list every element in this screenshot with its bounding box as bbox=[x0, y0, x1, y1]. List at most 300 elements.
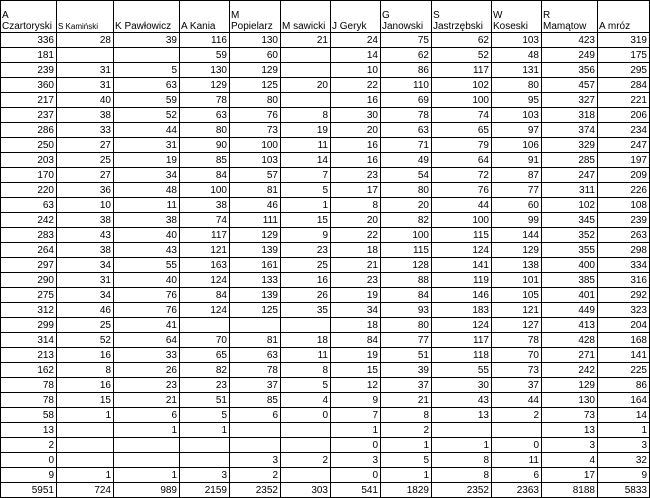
table-cell[interactable]: 316 bbox=[598, 273, 650, 288]
table-cell[interactable]: 102 bbox=[432, 78, 492, 93]
table-cell[interactable]: 1 bbox=[331, 423, 381, 438]
table-cell[interactable]: 138 bbox=[492, 258, 542, 273]
table-cell[interactable]: 141 bbox=[432, 258, 492, 273]
table-cell[interactable]: 40 bbox=[114, 228, 180, 243]
table-cell[interactable]: 103 bbox=[492, 108, 542, 123]
table-cell[interactable]: 111 bbox=[230, 213, 281, 228]
table-cell[interactable]: 38 bbox=[180, 198, 230, 213]
table-cell[interactable]: 400 bbox=[542, 258, 598, 273]
table-cell[interactable]: 128 bbox=[381, 258, 432, 273]
table-cell[interactable]: 1 bbox=[114, 423, 180, 438]
column-header[interactable] bbox=[57, 1, 114, 33]
total-cell[interactable]: 5833 bbox=[598, 483, 650, 498]
table-cell[interactable]: 30 bbox=[432, 378, 492, 393]
column-header[interactable] bbox=[230, 1, 281, 33]
table-cell[interactable]: 0 bbox=[1, 453, 57, 468]
table-cell[interactable]: 97 bbox=[492, 123, 542, 138]
table-cell[interactable]: 2 bbox=[492, 408, 542, 423]
table-cell[interactable]: 75 bbox=[381, 33, 432, 48]
table-cell[interactable]: 6 bbox=[230, 408, 281, 423]
table-cell[interactable]: 103 bbox=[492, 33, 542, 48]
table-cell[interactable]: 100 bbox=[432, 93, 492, 108]
table-cell[interactable] bbox=[180, 318, 230, 333]
table-cell[interactable]: 44 bbox=[114, 123, 180, 138]
table-cell[interactable]: 130 bbox=[230, 33, 281, 48]
table-cell[interactable]: 73 bbox=[230, 123, 281, 138]
table-cell[interactable]: 52 bbox=[114, 108, 180, 123]
table-cell[interactable] bbox=[281, 423, 331, 438]
table-cell[interactable]: 263 bbox=[598, 228, 650, 243]
table-cell[interactable]: 78 bbox=[492, 333, 542, 348]
table-cell[interactable]: 25 bbox=[57, 318, 114, 333]
table-cell[interactable]: 31 bbox=[57, 63, 114, 78]
table-cell[interactable]: 36 bbox=[57, 183, 114, 198]
table-cell[interactable]: 13 bbox=[432, 408, 492, 423]
table-cell[interactable]: 15 bbox=[57, 393, 114, 408]
table-cell[interactable]: 327 bbox=[542, 93, 598, 108]
table-cell[interactable]: 323 bbox=[598, 303, 650, 318]
table-cell[interactable]: 1 bbox=[57, 408, 114, 423]
table-cell[interactable]: 69 bbox=[381, 93, 432, 108]
table-cell[interactable]: 84 bbox=[381, 288, 432, 303]
table-cell[interactable]: 34 bbox=[114, 168, 180, 183]
table-cell[interactable]: 110 bbox=[381, 78, 432, 93]
table-cell[interactable] bbox=[281, 93, 331, 108]
table-cell[interactable]: 22 bbox=[331, 78, 381, 93]
table-cell[interactable]: 100 bbox=[230, 138, 281, 153]
table-cell[interactable]: 21 bbox=[381, 393, 432, 408]
table-cell[interactable] bbox=[114, 48, 180, 63]
table-cell[interactable]: 127 bbox=[492, 318, 542, 333]
table-cell[interactable]: 164 bbox=[598, 393, 650, 408]
table-cell[interactable]: 44 bbox=[432, 198, 492, 213]
table-cell[interactable]: 8 bbox=[331, 198, 381, 213]
table-cell[interactable]: 284 bbox=[598, 78, 650, 93]
table-cell[interactable]: 70 bbox=[492, 348, 542, 363]
table-cell[interactable]: 84 bbox=[331, 333, 381, 348]
table-cell[interactable]: 8 bbox=[281, 363, 331, 378]
table-cell[interactable]: 99 bbox=[492, 213, 542, 228]
total-cell[interactable]: 2363 bbox=[492, 483, 542, 498]
table-cell[interactable]: 39 bbox=[381, 363, 432, 378]
table-cell[interactable]: 63 bbox=[1, 198, 57, 213]
table-cell[interactable]: 48 bbox=[114, 183, 180, 198]
table-cell[interactable]: 7 bbox=[281, 168, 331, 183]
table-cell[interactable]: 115 bbox=[381, 243, 432, 258]
table-cell[interactable] bbox=[281, 438, 331, 453]
table-cell[interactable] bbox=[114, 453, 180, 468]
table-cell[interactable]: 314 bbox=[1, 333, 57, 348]
table-cell[interactable]: 90 bbox=[180, 138, 230, 153]
column-header[interactable] bbox=[180, 1, 230, 33]
table-cell[interactable]: 116 bbox=[180, 33, 230, 48]
column-header[interactable] bbox=[114, 1, 180, 33]
total-cell[interactable]: 989 bbox=[114, 483, 180, 498]
table-cell[interactable]: 374 bbox=[542, 123, 598, 138]
table-cell[interactable]: 3 bbox=[331, 453, 381, 468]
table-cell[interactable]: 249 bbox=[542, 48, 598, 63]
table-cell[interactable]: 1 bbox=[180, 423, 230, 438]
table-cell[interactable]: 203 bbox=[1, 153, 57, 168]
table-cell[interactable]: 264 bbox=[1, 243, 57, 258]
table-cell[interactable]: 1 bbox=[57, 468, 114, 483]
table-cell[interactable]: 80 bbox=[230, 93, 281, 108]
table-cell[interactable]: 297 bbox=[1, 258, 57, 273]
table-cell[interactable]: 25 bbox=[281, 258, 331, 273]
column-header[interactable] bbox=[331, 1, 381, 33]
table-cell[interactable]: 355 bbox=[542, 243, 598, 258]
table-cell[interactable] bbox=[281, 468, 331, 483]
table-cell[interactable]: 43 bbox=[114, 243, 180, 258]
table-cell[interactable]: 242 bbox=[542, 363, 598, 378]
table-cell[interactable]: 11 bbox=[281, 138, 331, 153]
table-cell[interactable]: 100 bbox=[432, 213, 492, 228]
table-cell[interactable]: 286 bbox=[1, 123, 57, 138]
table-cell[interactable]: 144 bbox=[492, 228, 542, 243]
table-cell[interactable]: 336 bbox=[1, 33, 57, 48]
table-cell[interactable]: 10 bbox=[57, 198, 114, 213]
table-cell[interactable]: 78 bbox=[1, 378, 57, 393]
table-cell[interactable]: 31 bbox=[57, 78, 114, 93]
table-cell[interactable]: 11 bbox=[281, 348, 331, 363]
table-cell[interactable]: 8 bbox=[281, 108, 331, 123]
table-cell[interactable]: 14 bbox=[331, 48, 381, 63]
column-header[interactable] bbox=[381, 1, 432, 33]
table-cell[interactable]: 2 bbox=[1, 438, 57, 453]
table-cell[interactable]: 80 bbox=[381, 183, 432, 198]
table-cell[interactable]: 3 bbox=[598, 438, 650, 453]
table-cell[interactable]: 9 bbox=[598, 468, 650, 483]
table-cell[interactable]: 20 bbox=[381, 198, 432, 213]
table-cell[interactable]: 0 bbox=[492, 438, 542, 453]
table-cell[interactable] bbox=[230, 423, 281, 438]
table-cell[interactable]: 86 bbox=[381, 63, 432, 78]
table-cell[interactable]: 413 bbox=[542, 318, 598, 333]
table-cell[interactable]: 275 bbox=[1, 288, 57, 303]
table-cell[interactable]: 21 bbox=[281, 33, 331, 48]
table-cell[interactable]: 76 bbox=[230, 108, 281, 123]
table-cell[interactable]: 72 bbox=[432, 168, 492, 183]
table-cell[interactable]: 38 bbox=[57, 213, 114, 228]
table-cell[interactable]: 3 bbox=[180, 468, 230, 483]
total-cell[interactable]: 2352 bbox=[230, 483, 281, 498]
table-cell[interactable] bbox=[281, 318, 331, 333]
table-cell[interactable]: 16 bbox=[331, 138, 381, 153]
table-cell[interactable]: 27 bbox=[57, 168, 114, 183]
table-cell[interactable]: 117 bbox=[432, 333, 492, 348]
table-cell[interactable]: 9 bbox=[1, 468, 57, 483]
table-cell[interactable] bbox=[230, 438, 281, 453]
table-cell[interactable]: 17 bbox=[331, 183, 381, 198]
table-cell[interactable]: 225 bbox=[598, 363, 650, 378]
table-cell[interactable]: 95 bbox=[492, 93, 542, 108]
column-header[interactable] bbox=[492, 1, 542, 33]
table-cell[interactable]: 213 bbox=[1, 348, 57, 363]
table-cell[interactable]: 76 bbox=[114, 303, 180, 318]
table-cell[interactable]: 23 bbox=[114, 378, 180, 393]
table-cell[interactable]: 55 bbox=[114, 258, 180, 273]
table-cell[interactable]: 85 bbox=[230, 393, 281, 408]
table-cell[interactable]: 76 bbox=[432, 183, 492, 198]
table-cell[interactable]: 356 bbox=[542, 63, 598, 78]
table-cell[interactable]: 22 bbox=[331, 228, 381, 243]
table-cell[interactable]: 84 bbox=[180, 288, 230, 303]
table-cell[interactable]: 23 bbox=[331, 273, 381, 288]
table-cell[interactable]: 14 bbox=[598, 408, 650, 423]
table-cell[interactable]: 62 bbox=[432, 33, 492, 48]
table-cell[interactable]: 239 bbox=[1, 63, 57, 78]
total-cell[interactable]: 1829 bbox=[381, 483, 432, 498]
table-cell[interactable]: 130 bbox=[542, 393, 598, 408]
table-cell[interactable]: 60 bbox=[230, 48, 281, 63]
table-cell[interactable]: 9 bbox=[331, 393, 381, 408]
table-cell[interactable]: 161 bbox=[230, 258, 281, 273]
table-cell[interactable]: 76 bbox=[114, 288, 180, 303]
table-cell[interactable]: 80 bbox=[381, 318, 432, 333]
table-cell[interactable] bbox=[57, 453, 114, 468]
table-cell[interactable]: 91 bbox=[492, 153, 542, 168]
table-cell[interactable]: 79 bbox=[432, 138, 492, 153]
table-cell[interactable]: 449 bbox=[542, 303, 598, 318]
table-cell[interactable]: 360 bbox=[1, 78, 57, 93]
column-header[interactable] bbox=[432, 1, 492, 33]
table-cell[interactable]: 168 bbox=[598, 333, 650, 348]
total-cell[interactable]: 724 bbox=[57, 483, 114, 498]
table-cell[interactable]: 34 bbox=[57, 288, 114, 303]
table-cell[interactable]: 11 bbox=[114, 198, 180, 213]
table-cell[interactable]: 49 bbox=[381, 153, 432, 168]
table-cell[interactable]: 77 bbox=[492, 183, 542, 198]
table-cell[interactable]: 234 bbox=[598, 123, 650, 138]
table-cell[interactable]: 43 bbox=[432, 393, 492, 408]
table-cell[interactable]: 197 bbox=[598, 153, 650, 168]
table-cell[interactable]: 105 bbox=[492, 288, 542, 303]
table-cell[interactable]: 16 bbox=[57, 348, 114, 363]
table-cell[interactable]: 65 bbox=[432, 123, 492, 138]
table-cell[interactable]: 16 bbox=[281, 273, 331, 288]
table-cell[interactable]: 26 bbox=[281, 288, 331, 303]
table-cell[interactable]: 16 bbox=[331, 153, 381, 168]
table-cell[interactable]: 7 bbox=[331, 408, 381, 423]
total-cell[interactable]: 2159 bbox=[180, 483, 230, 498]
table-cell[interactable]: 5 bbox=[381, 453, 432, 468]
table-cell[interactable]: 129 bbox=[230, 63, 281, 78]
table-cell[interactable]: 125 bbox=[230, 303, 281, 318]
table-cell[interactable]: 78 bbox=[180, 93, 230, 108]
table-cell[interactable]: 3 bbox=[542, 438, 598, 453]
table-cell[interactable] bbox=[57, 423, 114, 438]
table-cell[interactable]: 118 bbox=[432, 348, 492, 363]
table-cell[interactable]: 106 bbox=[492, 138, 542, 153]
table-cell[interactable]: 20 bbox=[281, 78, 331, 93]
table-cell[interactable]: 292 bbox=[598, 288, 650, 303]
table-cell[interactable]: 78 bbox=[230, 363, 281, 378]
table-cell[interactable]: 183 bbox=[432, 303, 492, 318]
table-cell[interactable]: 31 bbox=[57, 273, 114, 288]
table-cell[interactable]: 34 bbox=[331, 303, 381, 318]
table-cell[interactable]: 16 bbox=[57, 378, 114, 393]
table-cell[interactable]: 125 bbox=[230, 78, 281, 93]
table-cell[interactable]: 63 bbox=[230, 348, 281, 363]
table-cell[interactable]: 81 bbox=[230, 183, 281, 198]
table-cell[interactable] bbox=[114, 438, 180, 453]
table-cell[interactable] bbox=[281, 63, 331, 78]
table-cell[interactable]: 108 bbox=[598, 198, 650, 213]
table-cell[interactable]: 20 bbox=[331, 123, 381, 138]
table-cell[interactable]: 457 bbox=[542, 78, 598, 93]
table-cell[interactable]: 62 bbox=[381, 48, 432, 63]
table-cell[interactable]: 48 bbox=[492, 48, 542, 63]
table-cell[interactable]: 52 bbox=[57, 333, 114, 348]
table-cell[interactable]: 8 bbox=[432, 453, 492, 468]
table-cell[interactable]: 70 bbox=[180, 333, 230, 348]
table-cell[interactable]: 117 bbox=[180, 228, 230, 243]
table-cell[interactable]: 103 bbox=[230, 153, 281, 168]
table-cell[interactable]: 209 bbox=[598, 168, 650, 183]
table-cell[interactable]: 206 bbox=[598, 108, 650, 123]
table-cell[interactable]: 59 bbox=[114, 93, 180, 108]
table-cell[interactable]: 124 bbox=[180, 273, 230, 288]
table-cell[interactable]: 40 bbox=[57, 93, 114, 108]
table-cell[interactable]: 85 bbox=[180, 153, 230, 168]
table-cell[interactable]: 102 bbox=[542, 198, 598, 213]
total-cell[interactable]: 8188 bbox=[542, 483, 598, 498]
table-cell[interactable]: 58 bbox=[1, 408, 57, 423]
table-cell[interactable]: 129 bbox=[542, 378, 598, 393]
table-cell[interactable]: 242 bbox=[1, 213, 57, 228]
total-cell[interactable]: 5951 bbox=[1, 483, 57, 498]
table-cell[interactable]: 20 bbox=[331, 213, 381, 228]
table-cell[interactable]: 285 bbox=[542, 153, 598, 168]
table-cell[interactable]: 423 bbox=[542, 33, 598, 48]
table-cell[interactable]: 4 bbox=[542, 453, 598, 468]
table-cell[interactable]: 121 bbox=[180, 243, 230, 258]
table-cell[interactable]: 37 bbox=[230, 378, 281, 393]
table-cell[interactable]: 34 bbox=[57, 258, 114, 273]
table-cell[interactable]: 82 bbox=[381, 213, 432, 228]
table-cell[interactable]: 6 bbox=[492, 468, 542, 483]
table-cell[interactable]: 74 bbox=[432, 108, 492, 123]
table-cell[interactable]: 39 bbox=[114, 33, 180, 48]
table-cell[interactable]: 345 bbox=[542, 213, 598, 228]
table-cell[interactable]: 131 bbox=[492, 63, 542, 78]
table-cell[interactable]: 101 bbox=[492, 273, 542, 288]
table-cell[interactable]: 124 bbox=[180, 303, 230, 318]
table-cell[interactable]: 385 bbox=[542, 273, 598, 288]
column-header[interactable] bbox=[598, 1, 650, 33]
table-cell[interactable]: 0 bbox=[331, 438, 381, 453]
table-cell[interactable]: 428 bbox=[542, 333, 598, 348]
table-cell[interactable]: 28 bbox=[57, 33, 114, 48]
table-cell[interactable]: 14 bbox=[281, 153, 331, 168]
table-cell[interactable]: 81 bbox=[230, 333, 281, 348]
table-cell[interactable]: 5 bbox=[114, 63, 180, 78]
table-cell[interactable]: 17 bbox=[542, 468, 598, 483]
table-cell[interactable]: 352 bbox=[542, 228, 598, 243]
table-cell[interactable]: 27 bbox=[57, 138, 114, 153]
table-cell[interactable]: 2 bbox=[230, 468, 281, 483]
table-cell[interactable]: 57 bbox=[230, 168, 281, 183]
table-cell[interactable]: 1 bbox=[381, 468, 432, 483]
table-cell[interactable]: 329 bbox=[542, 138, 598, 153]
table-cell[interactable]: 2 bbox=[381, 423, 432, 438]
table-cell[interactable]: 63 bbox=[180, 108, 230, 123]
table-cell[interactable]: 100 bbox=[381, 228, 432, 243]
table-cell[interactable]: 163 bbox=[180, 258, 230, 273]
table-cell[interactable]: 41 bbox=[114, 318, 180, 333]
table-cell[interactable]: 6 bbox=[114, 408, 180, 423]
table-cell[interactable]: 130 bbox=[180, 63, 230, 78]
column-header[interactable] bbox=[281, 1, 331, 33]
table-cell[interactable]: 5 bbox=[281, 183, 331, 198]
table-cell[interactable]: 13 bbox=[1, 423, 57, 438]
table-cell[interactable]: 139 bbox=[230, 243, 281, 258]
table-cell[interactable]: 40 bbox=[114, 273, 180, 288]
table-cell[interactable]: 15 bbox=[281, 213, 331, 228]
table-cell[interactable]: 226 bbox=[598, 183, 650, 198]
table-cell[interactable]: 51 bbox=[381, 348, 432, 363]
table-cell[interactable]: 82 bbox=[180, 363, 230, 378]
table-cell[interactable]: 38 bbox=[57, 243, 114, 258]
table-cell[interactable]: 24 bbox=[331, 33, 381, 48]
table-cell[interactable]: 129 bbox=[180, 78, 230, 93]
table-cell[interactable] bbox=[57, 48, 114, 63]
table-cell[interactable]: 124 bbox=[432, 243, 492, 258]
table-cell[interactable]: 0 bbox=[281, 408, 331, 423]
table-cell[interactable]: 63 bbox=[381, 123, 432, 138]
table-cell[interactable]: 63 bbox=[114, 78, 180, 93]
table-cell[interactable]: 19 bbox=[331, 288, 381, 303]
table-cell[interactable]: 64 bbox=[114, 333, 180, 348]
table-cell[interactable]: 74 bbox=[180, 213, 230, 228]
table-cell[interactable]: 33 bbox=[114, 348, 180, 363]
table-cell[interactable]: 43 bbox=[57, 228, 114, 243]
table-cell[interactable]: 13 bbox=[542, 423, 598, 438]
table-cell[interactable] bbox=[57, 438, 114, 453]
table-cell[interactable]: 181 bbox=[1, 48, 57, 63]
table-cell[interactable]: 19 bbox=[331, 348, 381, 363]
table-cell[interactable] bbox=[230, 318, 281, 333]
table-cell[interactable]: 55 bbox=[432, 363, 492, 378]
table-cell[interactable]: 119 bbox=[432, 273, 492, 288]
table-cell[interactable]: 35 bbox=[281, 303, 331, 318]
table-cell[interactable]: 141 bbox=[598, 348, 650, 363]
table-cell[interactable]: 71 bbox=[381, 138, 432, 153]
table-cell[interactable]: 19 bbox=[114, 153, 180, 168]
table-cell[interactable]: 23 bbox=[180, 378, 230, 393]
table-cell[interactable]: 311 bbox=[542, 183, 598, 198]
table-cell[interactable]: 26 bbox=[114, 363, 180, 378]
table-cell[interactable]: 319 bbox=[598, 33, 650, 48]
table-cell[interactable]: 88 bbox=[381, 273, 432, 288]
table-cell[interactable] bbox=[180, 453, 230, 468]
table-cell[interactable]: 77 bbox=[381, 333, 432, 348]
table-cell[interactable]: 51 bbox=[180, 393, 230, 408]
table-cell[interactable]: 247 bbox=[598, 138, 650, 153]
table-cell[interactable]: 175 bbox=[598, 48, 650, 63]
table-cell[interactable]: 18 bbox=[331, 243, 381, 258]
table-cell[interactable] bbox=[180, 438, 230, 453]
table-cell[interactable]: 59 bbox=[180, 48, 230, 63]
table-cell[interactable] bbox=[432, 423, 492, 438]
table-cell[interactable] bbox=[281, 48, 331, 63]
table-cell[interactable]: 12 bbox=[331, 378, 381, 393]
table-cell[interactable]: 283 bbox=[1, 228, 57, 243]
table-cell[interactable]: 312 bbox=[1, 303, 57, 318]
table-cell[interactable]: 78 bbox=[1, 393, 57, 408]
table-cell[interactable]: 54 bbox=[381, 168, 432, 183]
table-cell[interactable]: 32 bbox=[598, 453, 650, 468]
